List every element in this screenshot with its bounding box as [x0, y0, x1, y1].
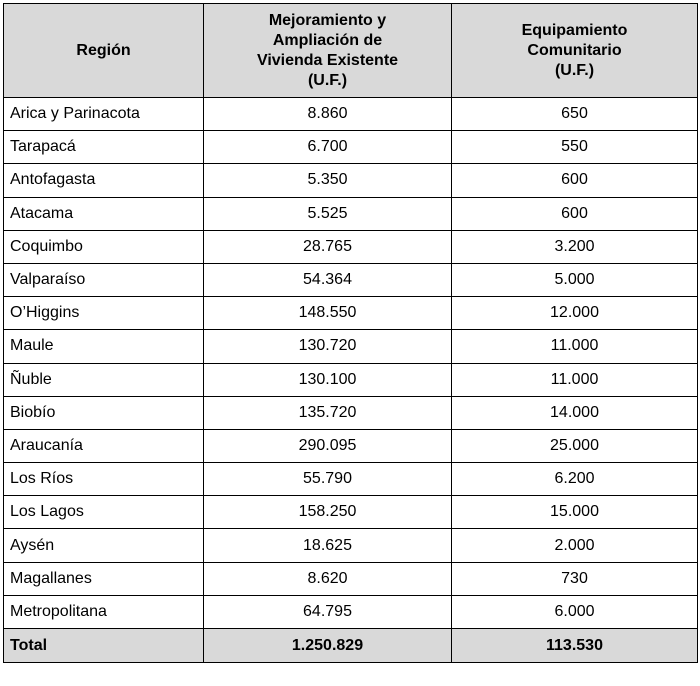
table-row [4, 562, 698, 595]
region-name: Araucanía [4, 429, 204, 462]
table-row [4, 529, 698, 562]
table-row [4, 330, 698, 363]
region-name: Ñuble [4, 363, 204, 396]
mejoramiento-value: 28.765 [204, 230, 452, 263]
region-name: Tarapacá [4, 131, 204, 164]
table-row [4, 429, 698, 462]
equipamiento-value: 600 [452, 197, 698, 230]
table-row [4, 98, 698, 131]
region-name: Antofagasta [4, 164, 204, 197]
mejoramiento-value: 54.364 [204, 263, 452, 296]
equipamiento-value: 550 [452, 131, 698, 164]
total-mejoramiento: 1.250.829 [204, 629, 452, 663]
region-name: Magallanes [4, 562, 204, 595]
mejoramiento-value: 290.095 [204, 429, 452, 462]
equipamiento-value: 14.000 [452, 396, 698, 429]
table-row [4, 297, 698, 330]
equipamiento-value: 6.200 [452, 463, 698, 496]
equipamiento-value: 730 [452, 562, 698, 595]
header-mejoramiento-line: Mejoramiento y [268, 11, 387, 29]
table-row [4, 164, 698, 197]
region-name: Coquimbo [4, 230, 204, 263]
equipamiento-value: 3.200 [452, 230, 698, 263]
header-equipamiento-line: Comunitario [527, 41, 622, 59]
table-row [4, 131, 698, 164]
mejoramiento-value: 64.795 [204, 595, 452, 628]
total-label: Total [4, 629, 204, 663]
header-region: Región [4, 4, 204, 98]
region-name: Los Ríos [4, 463, 204, 496]
header-equipamiento-line: (U.F.) [554, 61, 595, 79]
region-name: Arica y Parinacota [4, 98, 204, 131]
region-name: Atacama [4, 197, 204, 230]
table-row [4, 230, 698, 263]
table-row [4, 263, 698, 296]
equipamiento-value: 6.000 [452, 595, 698, 628]
equipamiento-value: 650 [452, 98, 698, 131]
mejoramiento-value: 55.790 [204, 463, 452, 496]
table-row [4, 595, 698, 628]
equipamiento-value: 11.000 [452, 363, 698, 396]
region-name: Valparaíso [4, 263, 204, 296]
mejoramiento-value: 130.720 [204, 330, 452, 363]
region-name: Los Lagos [4, 496, 204, 529]
table-row [4, 363, 698, 396]
mejoramiento-value: 5.525 [204, 197, 452, 230]
mejoramiento-value: 158.250 [204, 496, 452, 529]
table-row [4, 197, 698, 230]
table-row [4, 463, 698, 496]
equipamiento-value: 15.000 [452, 496, 698, 529]
region-name: Biobío [4, 396, 204, 429]
allocation-table [3, 3, 698, 663]
header-equipamiento-line: Equipamiento [521, 21, 628, 39]
table-row [4, 396, 698, 429]
region-name: O’Higgins [4, 297, 204, 330]
equipamiento-value: 2.000 [452, 529, 698, 562]
header-mejoramiento-line: (U.F.) [307, 71, 348, 89]
header-mejoramiento [204, 4, 452, 98]
region-name: Maule [4, 330, 204, 363]
mejoramiento-value: 8.860 [204, 98, 452, 131]
header-mejoramiento-line: Ampliación de [272, 31, 383, 49]
mejoramiento-value: 148.550 [204, 297, 452, 330]
equipamiento-value: 11.000 [452, 330, 698, 363]
header-mejoramiento-line: Vivienda Existente [256, 51, 399, 69]
region-name: Aysén [4, 529, 204, 562]
equipamiento-value: 5.000 [452, 263, 698, 296]
mejoramiento-value: 5.350 [204, 164, 452, 197]
mejoramiento-value: 8.620 [204, 562, 452, 595]
equipamiento-value: 12.000 [452, 297, 698, 330]
total-row [4, 629, 698, 663]
header-equipamiento [452, 4, 698, 98]
total-equipamiento: 113.530 [452, 629, 698, 663]
mejoramiento-value: 6.700 [204, 131, 452, 164]
equipamiento-value: 600 [452, 164, 698, 197]
region-name: Metropolitana [4, 595, 204, 628]
equipamiento-value: 25.000 [452, 429, 698, 462]
mejoramiento-value: 135.720 [204, 396, 452, 429]
table-row [4, 496, 698, 529]
mejoramiento-value: 130.100 [204, 363, 452, 396]
mejoramiento-value: 18.625 [204, 529, 452, 562]
header-row [4, 4, 698, 98]
